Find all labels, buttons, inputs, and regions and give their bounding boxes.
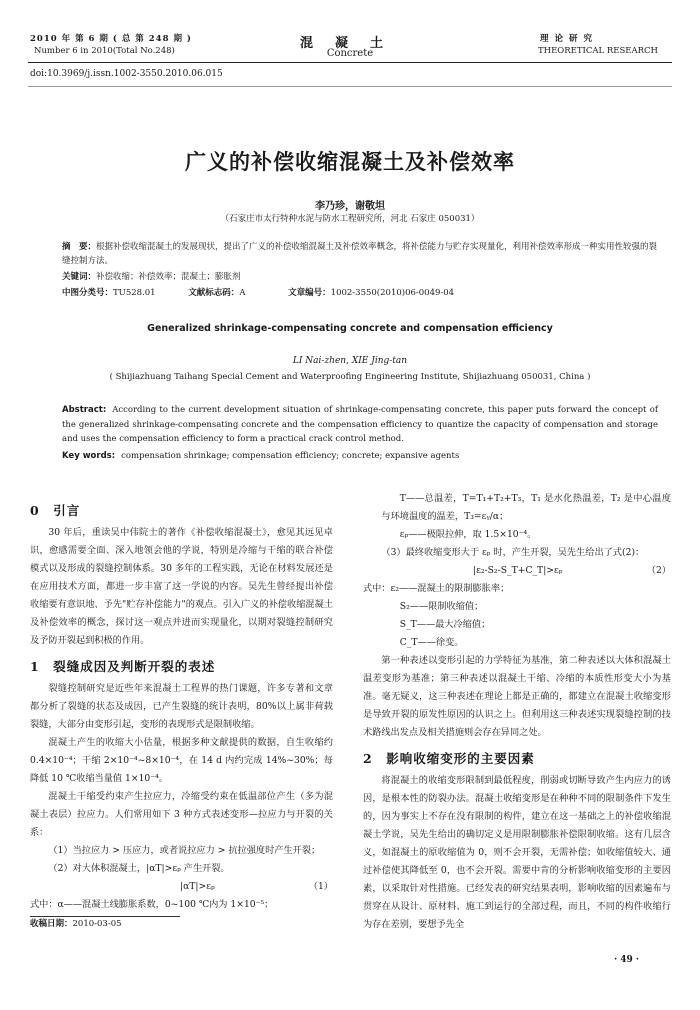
equation-2 bbox=[363, 562, 671, 580]
affiliation: （石家庄市太行特种水泥与防水工程研究所，河北 石家庄 050031） bbox=[220, 214, 480, 224]
paragraph-stress: 混凝土干缩受约束产生拉应力，冷缩受约束在低温部位产生（多为混凝土表层）拉应力。人们常用如下 3 种方式表述变形—拉应力与开裂的关系： bbox=[30, 791, 333, 838]
header-rule bbox=[28, 62, 672, 63]
abstract-cn-text: 根据补偿收缩混凝土的发展现状，提出了广义的补偿收缩混凝土及补偿效率概念，将补偿能力与贮存实现量化，利用补偿效率形成一种实用性较强的裂缝控制方法。 bbox=[62, 242, 658, 266]
keywords-en-label: Key words: bbox=[62, 451, 116, 461]
equation-1 bbox=[30, 878, 333, 896]
received-label: 收稿日期： bbox=[30, 919, 73, 929]
equation-1-body: |αT|>εₚ bbox=[180, 881, 215, 892]
abstract-cn bbox=[62, 240, 658, 268]
article-no-label: 文章编号： bbox=[288, 288, 331, 298]
left-column bbox=[30, 496, 333, 931]
header-issue: 2010 年 第 6 期 ( 总 第 248 期 ) bbox=[30, 34, 192, 44]
affiliation-en: ( Shijiazhuang Taihang Special Cement and Waterproofing Engineering Institute, Shijiazhuang 050031, China ) bbox=[109, 372, 591, 382]
paragraph-three-expressions: 第一种表述以变形引起的力学特征为基准，第二种表述以大体积混凝土温差变形为基准；第三种表述以混凝土干缩、冷缩的本质性形变大小为基准。毫无疑义，这三种表述在理论上都是正确的，都建立在混凝土收缩变形是导致开裂的原发性原因的认识之上。但利用这三种表述实现裂缝控制的技术路线出发点及相关措施则会存在异同之处。 bbox=[363, 655, 671, 738]
equation-1-number: （1） bbox=[308, 881, 333, 892]
authors-en: LI Nai-zhen, XIE Jing-tan bbox=[292, 356, 408, 366]
header-issue-en: Number 6 in 2010(Total No.248) bbox=[34, 46, 175, 56]
doc-code-label: 文献标志码： bbox=[188, 288, 240, 298]
section-1-heading: 1 裂缝成因及判断开裂的表述 bbox=[30, 659, 216, 674]
received-value: 2010-03-05 bbox=[72, 919, 122, 929]
intro-paragraph: 30 年后，重读吴中伟院士的著作《补偿收缩混凝土》，愈见其远见卓识，愈感需要全面、深入地领会他的学说，特别是冷缩与干缩的联合补偿模式以及形成的裂缝控制体系。30 多年的工程实践，无论在材料发展还是在应用技术方面，都进一步丰富了这一学说的内容。吴先生曾经提出补偿收缩要有意识地、予先"贮存补偿能力"的观点。引入广义的补偿收缩混凝土及补偿效率的概念，探讨这一观点并进而实现量化，以期对裂缝控制研究及予防开裂起到积极的作用。 bbox=[30, 527, 333, 646]
paragraph-crack-control: 裂缝控制研究是近些年来混凝土工程界的热门课题，许多专著和文章都分析了裂缝的状态及成因，已产生裂缝的统计表明，80%以上属非荷载裂缝，大部分由变形引起，变形的表现形式是限制收缩。 bbox=[30, 683, 333, 730]
doi: doi:10.3969/j.issn.1002-3550.2010.06.015 bbox=[30, 69, 223, 79]
item-3: （3）最终收缩变形大于 εₚ 时，产生开裂，吴先生给出了式(2)： bbox=[381, 547, 645, 558]
doi-rule bbox=[28, 86, 672, 87]
abstract-cn-label: 摘 要： bbox=[62, 242, 97, 252]
keywords-cn bbox=[62, 270, 658, 284]
header-journal: 混凝土 bbox=[300, 36, 406, 51]
def-total-temp: T——总温差，T=T₁+T₂+T₃，T₁ 是水化热温差，T₂ 是中心温度与环境温度的温差，T₃=εᵧ/α； bbox=[381, 493, 671, 522]
def-expansion-rate: 式中：ε₂——混凝土的限制膨胀率； bbox=[363, 583, 510, 594]
item-1: （1）当拉应力 > 压应力，或者说拉应力 > 抗拉强度时产生开裂； bbox=[48, 845, 321, 856]
abstract-en bbox=[62, 403, 658, 447]
received-date bbox=[30, 917, 333, 931]
section-0-heading: 0 引言 bbox=[30, 503, 81, 518]
clc-value: TU528.01 bbox=[113, 288, 156, 298]
abstract-en-text: According to the current development situation of shrinkage-compensating concrete, this paper puts forward the concept of the generalized shrinkage-compensating concrete and the compensation efficiency to quantize the capacity of compensation and storage and uses the compensation efficiency to form a practical crack control method. bbox=[62, 405, 658, 444]
paragraph-influencing-factors: 将混凝土的收缩变形限制到最低程度，削弱或切断导致产生内应力的诱因，是根本性的防裂办法。混凝土收缩变形是在种种不同的限制条件下发生的，因为事实上不存在没有限制的构件，建立在这一基础之上的补偿收缩混凝土学说，吴先生给出的确切定义是用限制膨胀补偿限制收缩。这有几层含义，如混凝土的原收缩值为 0，则不会开裂，无需补偿；如收缩值较大、通过补偿使其降低至 0，也不会开裂。需要中肯的分析影响收缩变形的主要因素，以采取针对性措施。已经发表的研究结果表明，影响收缩的因素遍布与贯穿在从设计、原材料、施工到运行的全部过程，而且，不同的构件收缩行为存在差别，要想予先全 bbox=[363, 775, 671, 930]
abstract-en-label: Abstract: bbox=[62, 405, 107, 415]
keywords-cn-label: 关键词： bbox=[62, 272, 97, 282]
page-number: · 49 · bbox=[614, 955, 640, 965]
def-creep: C_T——徐变。 bbox=[399, 637, 464, 648]
section-2-heading: 2 影响收缩变形的主要因素 bbox=[363, 751, 535, 766]
authors: 李乃珍，谢敬坦 bbox=[315, 201, 385, 212]
equation-2-number: （2） bbox=[646, 565, 671, 576]
def-ultimate-tension: εₚ——极限拉伸，取 1.5×10⁻⁴。 bbox=[399, 529, 537, 540]
equation-2-body: |ε₂-S₂-S_T+C_T|>εₚ bbox=[473, 565, 563, 576]
clc-label: 中图分类号： bbox=[62, 288, 114, 298]
keywords-cn-text: 补偿收缩；补偿效率；混凝土；膨胀剂 bbox=[96, 272, 241, 282]
item-2: （2）对大体积混凝土，|αT|>εₚ 产生开裂。 bbox=[48, 863, 230, 874]
doc-code-value: A bbox=[239, 288, 246, 298]
header-section-en: THEORETICAL RESEARCH bbox=[538, 46, 658, 56]
article-no-value: 1002-3550(2010)06-0049-04 bbox=[330, 288, 455, 298]
equation-1-where: 式中：α——混凝土线膨胀系数，0~100 ℃内为 1×10⁻⁵； bbox=[30, 899, 274, 910]
keywords-en bbox=[62, 449, 658, 464]
paper-title: 广义的补偿收缩混凝土及补偿效率 bbox=[185, 149, 515, 174]
def-cold-shrinkage: S_T——最大冷缩值； bbox=[399, 619, 491, 630]
classification bbox=[62, 286, 658, 300]
keywords-en-text: compensation shrinkage; compensation efficiency; concrete; expansive agents bbox=[121, 451, 460, 461]
header-section: 理论研究 bbox=[540, 34, 599, 44]
header-journal-en: Concrete bbox=[326, 48, 374, 59]
def-restrained-shrinkage: S₂——限制收缩值； bbox=[399, 601, 484, 612]
right-column bbox=[363, 490, 671, 934]
paper-title-en: Generalized shrinkage-compensating concrete and compensation efficiency bbox=[147, 323, 553, 334]
paragraph-shrinkage-values: 混凝土产生的收缩大小估量，根据多种文献提供的数据，自生收缩约 0.4×10⁻⁴；干缩 2×10⁻⁴~8×10⁻⁴，在 14 d 内约完成 14%~30%；每降低 10 ℃收缩当量值 1×10⁻⁴。 bbox=[30, 737, 333, 784]
